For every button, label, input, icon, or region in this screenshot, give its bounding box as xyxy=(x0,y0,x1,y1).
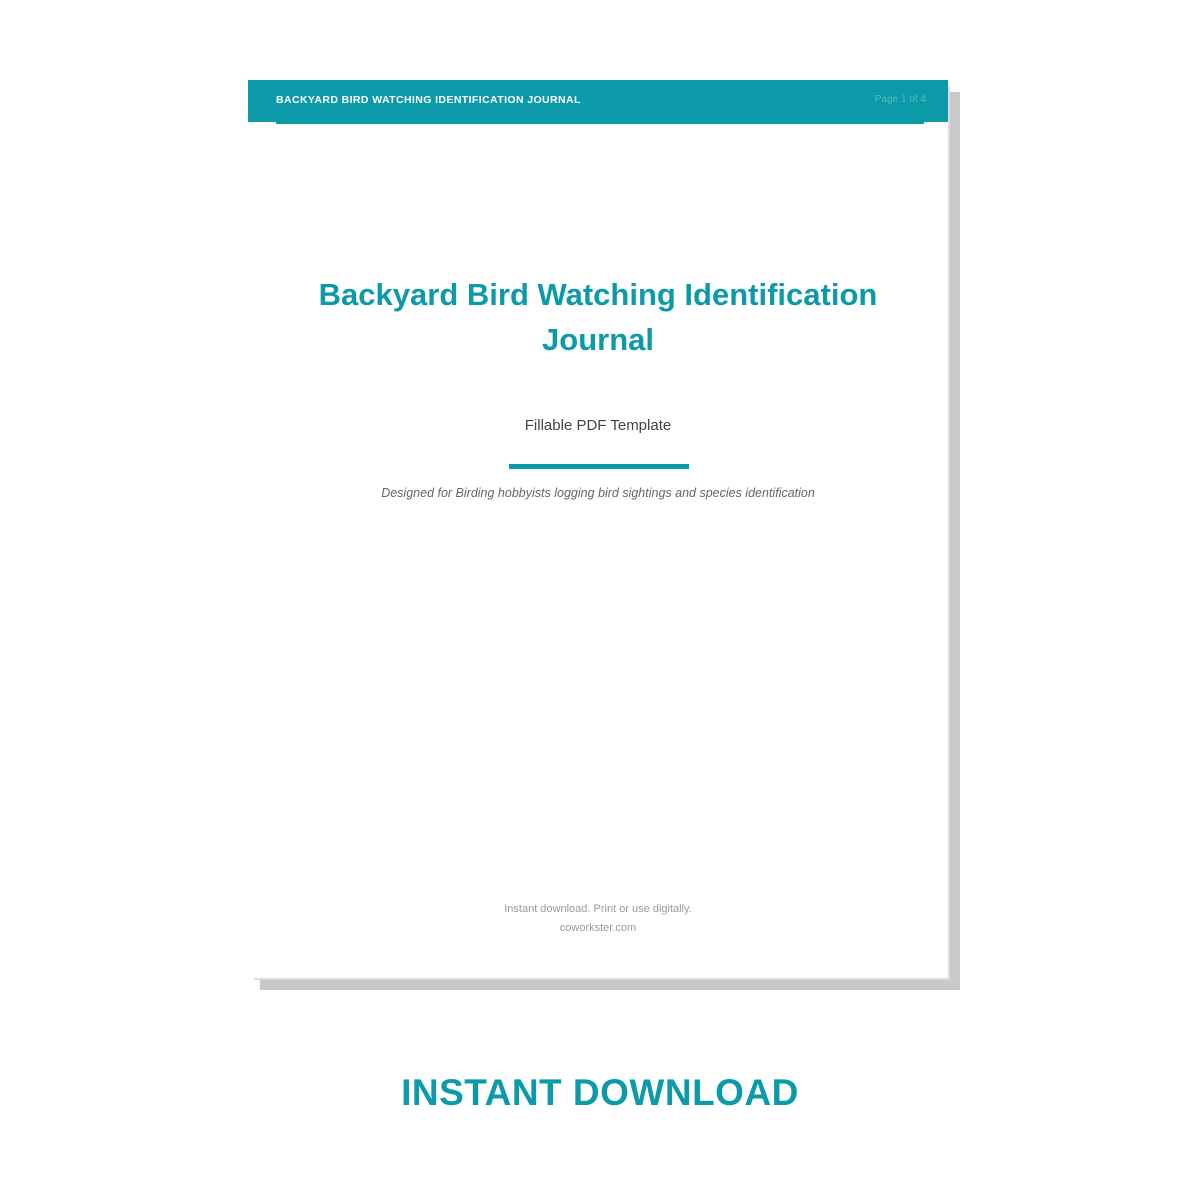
instant-download-heading: INSTANT DOWNLOAD xyxy=(401,1072,799,1113)
page-number-label: Page 1 of 4 xyxy=(874,94,926,105)
page-header-title: BACKYARD BIRD WATCHING IDENTIFICATION JOURNAL xyxy=(276,94,581,106)
footer-instant-download-note: Instant download. Print or use digitally. xyxy=(504,903,692,915)
page-header-band xyxy=(248,80,948,122)
document-tagline: Designed for Birding hobbyists logging bird sightings and species identification xyxy=(381,486,815,500)
title-divider xyxy=(509,464,689,469)
footer-website: coworkster.com xyxy=(559,922,637,934)
document-page-preview xyxy=(248,80,948,978)
header-rule-divider xyxy=(276,121,924,124)
document-subtitle: Fillable PDF Template xyxy=(524,417,672,434)
document-title: Backyard Bird Watching Identification Journal xyxy=(318,277,878,357)
page-footer xyxy=(298,900,898,938)
